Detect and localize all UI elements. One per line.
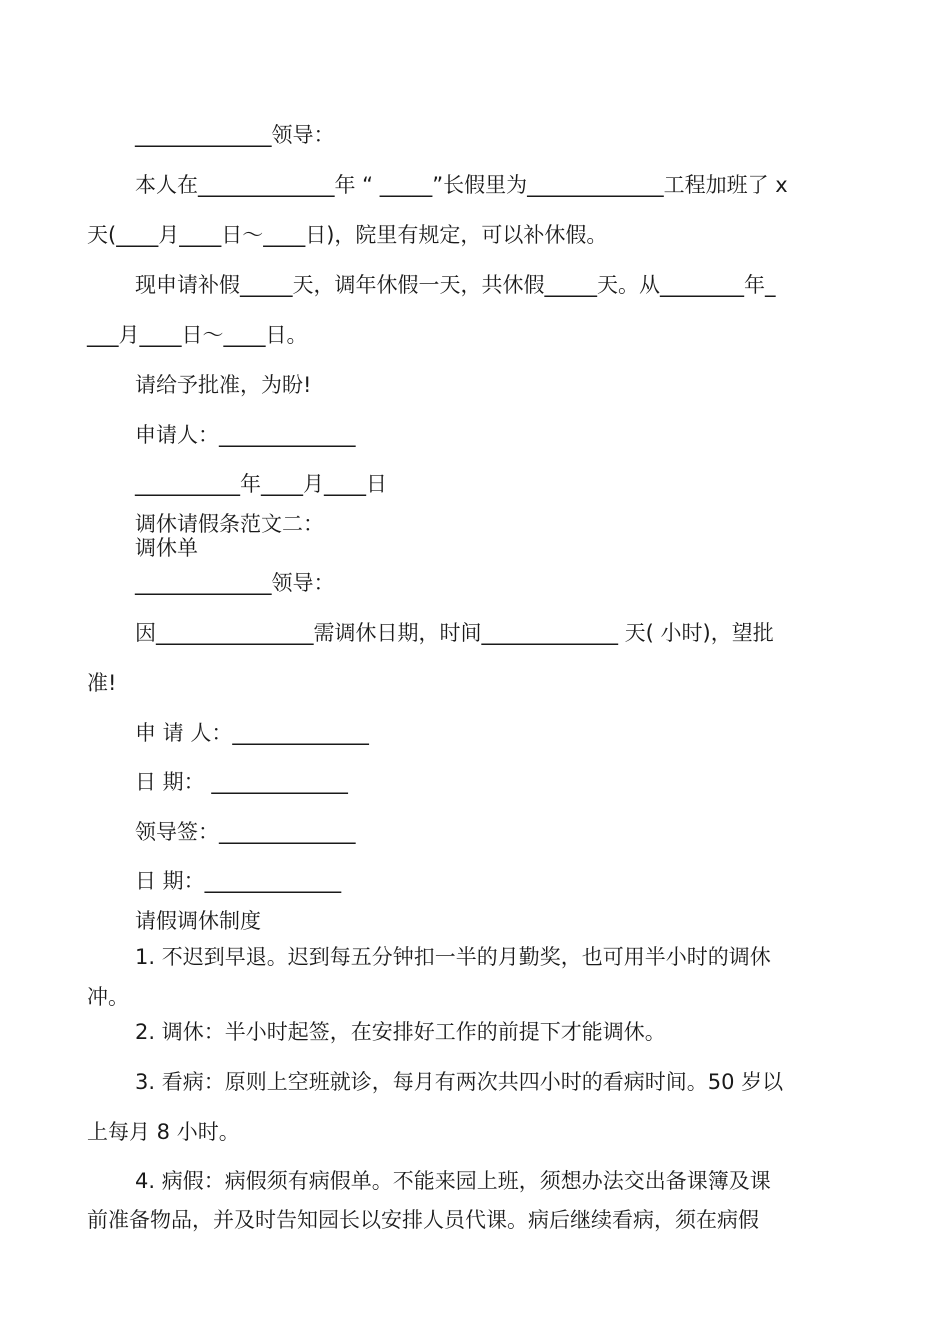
date-line: __________年____月____日 <box>135 472 387 496</box>
policy-item: 3. 看病：原则上空班就诊，每月有两次共四小时的看病时间。50 岁以 <box>135 1070 784 1094</box>
paragraph-line: 本人在_____________年 “ _____”长假里为_____________工程加班了 x <box>135 173 788 197</box>
paragraph-line: 准! <box>87 671 117 695</box>
paragraph-line: ___月____日～____日。 <box>87 323 308 347</box>
leader-sign-line: 领导签：_____________ <box>135 820 356 844</box>
request-line: 请给予批准，为盼! <box>135 373 312 397</box>
applicant-line: 申 请 人：_____________ <box>135 721 369 745</box>
section-title: 请假调休制度 <box>135 909 261 933</box>
paragraph-line: 现申请补假_____天，调年休假一天，共休假_____天。从________年_ <box>135 273 776 297</box>
paragraph-line: 因_______________需调休日期，时间_____________ 天( 小时)，望批 <box>135 621 774 645</box>
date-line: 日 期： _____________ <box>135 770 348 794</box>
policy-item: 4. 病假：病假须有病假单。不能来园上班，须想办法交出备课簿及课 <box>135 1169 771 1193</box>
salutation-line: _____________领导： <box>135 123 335 147</box>
date-line: 日 期：_____________ <box>135 869 342 893</box>
salutation-line: _____________领导： <box>135 571 335 595</box>
policy-item-continuation: 冲。 <box>87 985 129 1009</box>
applicant-line: 申请人：_____________ <box>135 423 356 447</box>
section-title: 调休请假条范文二： <box>135 512 324 536</box>
policy-item: 1. 不迟到早退。迟到每五分钟扣一半的月勤奖，也可用半小时的调休 <box>135 945 771 969</box>
policy-item: 2. 调休：半小时起签，在安排好工作的前提下才能调休。 <box>135 1020 666 1044</box>
policy-item-continuation: 前准备物品，并及时告知园长以安排人员代课。病后继续看病，须在病假 <box>87 1208 759 1232</box>
form-title: 调休单 <box>135 536 198 560</box>
policy-item-continuation: 上每月 8 小时。 <box>87 1120 240 1144</box>
paragraph-line: 天(____月____日～____日)，院里有规定，可以补休假。 <box>87 223 608 247</box>
